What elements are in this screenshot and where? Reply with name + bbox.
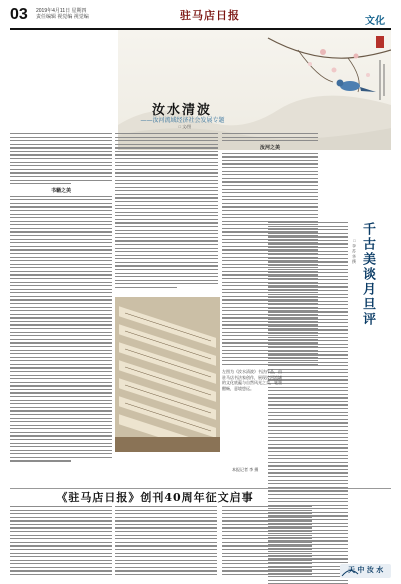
footer-logo — [340, 562, 391, 580]
painting-art — [118, 30, 391, 150]
section-label: 文化 — [365, 16, 385, 27]
header-painting — [118, 30, 391, 150]
editor-line: 责任编辑 视觉编 视觉编 — [36, 14, 89, 20]
page-number: 03 — [10, 6, 28, 23]
announcement-column-3 — [222, 506, 312, 578]
text-column-1a — [10, 133, 112, 464]
subhead-middle: 汝河之美 — [259, 144, 280, 151]
feature-subtitle: ——汝河流域经济社会发展专题 — [140, 117, 225, 124]
feature-title: 汝水清波 — [151, 103, 212, 118]
photo-credit: 本报记者 李 摄 — [232, 467, 259, 472]
photo-caption: 左图为《汝水清波》书法作品，由驻马店书法家创作，展现汝河流域的文化底蕴与自然风光之美，笔墨酣畅，意境悠远。 — [222, 369, 282, 391]
page-header — [10, 6, 391, 28]
scroll-photo — [115, 297, 220, 452]
right-feature-title: 千古美谈月旦评 — [360, 222, 375, 327]
feature-byline: □ 文/图 — [178, 124, 192, 129]
date-lines — [36, 8, 89, 20]
announcement-title: 《驻马店日报》创刊40周年征文启事 — [56, 491, 254, 504]
announcement-column-1 — [10, 506, 112, 578]
footer-logo-text: 天 中 汝 水 — [348, 565, 384, 574]
date-line: 2019年4月11日 星期四 — [36, 8, 87, 14]
scroll-photo-art — [115, 297, 220, 452]
masthead: 驻马店日报 — [180, 9, 240, 22]
announcement-column-2 — [115, 506, 217, 578]
right-feature-byline: □ 李 苏 华 撰 — [352, 238, 357, 264]
text-column-2 — [115, 133, 218, 290]
subhead-left: 书籍之美 — [50, 187, 71, 194]
